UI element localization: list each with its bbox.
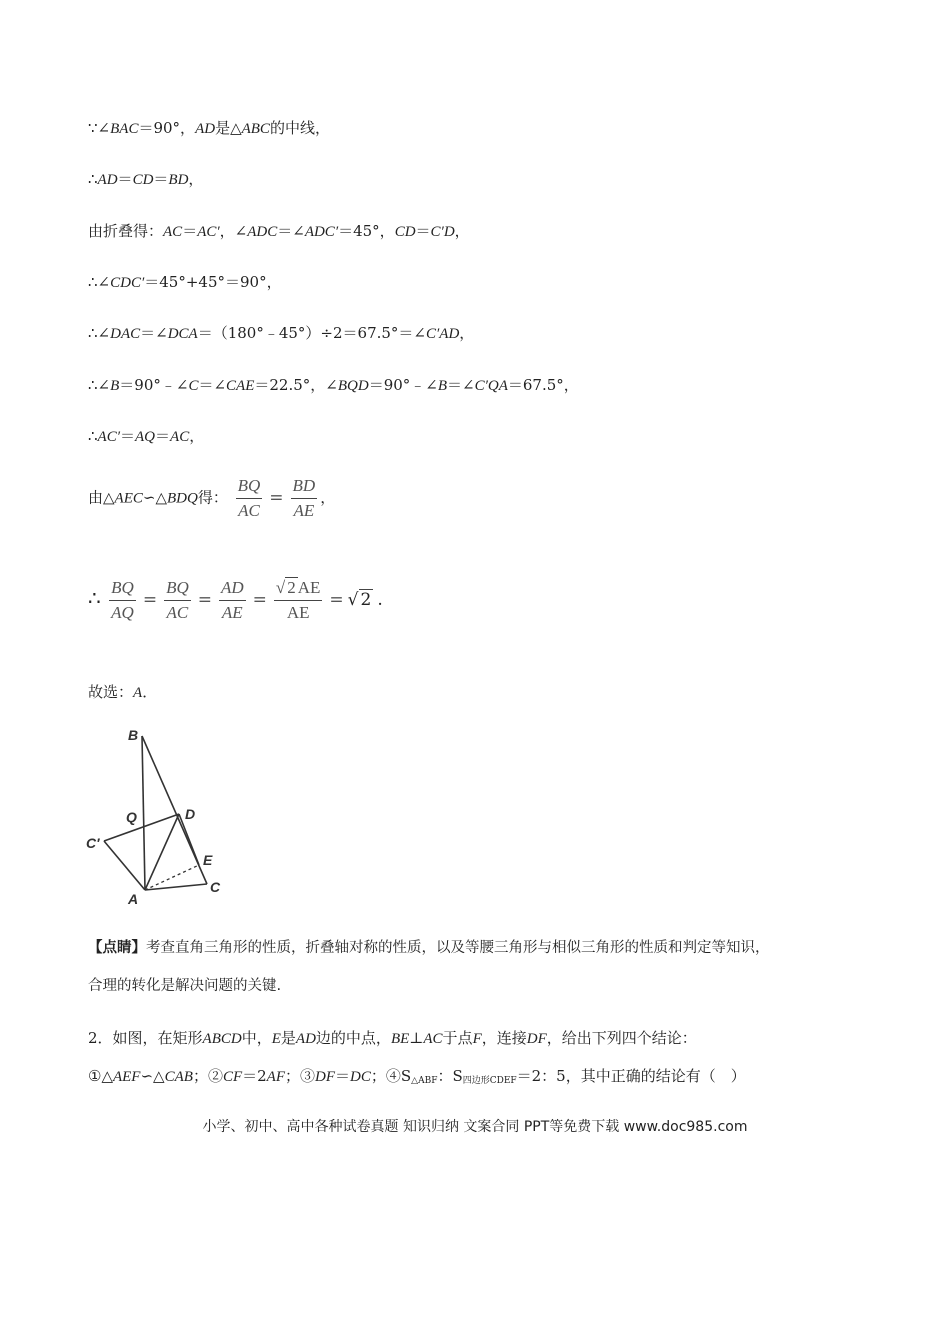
numerator — [274, 578, 323, 601]
label-b: B — [128, 727, 139, 743]
text: ＝67.5°， — [507, 376, 579, 394]
text: 边的中点， — [315, 1029, 391, 1047]
math-var: B — [110, 378, 120, 394]
solution-line-1 — [88, 118, 330, 139]
text: ＝2 — [242, 1067, 267, 1085]
fraction-bq-ac — [164, 578, 191, 623]
text: 2．如图，在矩形 — [88, 1029, 203, 1047]
text: ⊥ — [409, 1029, 424, 1047]
equals-sign: = — [142, 590, 158, 610]
numerator: BQ — [164, 578, 191, 601]
label-a: A — [128, 891, 139, 907]
solution-line-6 — [88, 375, 579, 396]
math-var: AEC — [114, 490, 143, 507]
text: ∽△ — [142, 488, 167, 507]
fraction-ad-ae — [219, 578, 246, 623]
math-var: A — [133, 685, 143, 701]
text: 的中线， — [269, 119, 330, 137]
math-var: AC′ — [197, 224, 220, 240]
text: ＝ — [182, 222, 198, 240]
text: ＝（180°﹣45°）÷2＝67.5°＝∠ — [197, 324, 426, 342]
text: ①△ — [88, 1067, 113, 1085]
text: ＝ — [117, 170, 133, 188]
math-var: C — [188, 378, 199, 394]
text: ＝45°+45°＝90°， — [144, 273, 282, 291]
denominator: AE — [221, 603, 243, 622]
radical-sign: √ — [275, 578, 286, 597]
text: ． — [142, 683, 158, 701]
math-var: DCA — [167, 326, 198, 342]
segment-ba — [142, 736, 145, 890]
math-var: DAC — [110, 326, 141, 342]
text: ∴ — [88, 170, 98, 188]
text: ＝∠ — [198, 376, 227, 394]
text: ；③ — [285, 1067, 316, 1085]
text: 是△ — [215, 119, 242, 137]
radicand: 2 — [287, 578, 296, 597]
math-var: DF — [526, 1031, 547, 1047]
denominator: AE — [286, 603, 310, 622]
label-c: C — [210, 879, 221, 895]
text: ＝ — [415, 222, 431, 240]
solution-line-5 — [88, 323, 474, 344]
comment-line-2 — [88, 976, 281, 996]
text: ＝∠ — [447, 376, 475, 394]
math-var: CAB — [164, 1069, 193, 1085]
math-var: AC — [170, 429, 190, 445]
text: ， — [454, 222, 470, 240]
math-var: DC — [350, 1069, 371, 1085]
label-q: Q — [126, 809, 137, 825]
denominator: AC — [166, 603, 189, 622]
math-var: F — [472, 1031, 482, 1047]
segment-ad — [145, 814, 179, 890]
text: ；④S — [370, 1067, 412, 1085]
text: ＝ — [335, 1067, 351, 1085]
math-var: BAC — [110, 121, 139, 137]
math-var: ABC — [241, 121, 270, 137]
math-var: AD — [97, 172, 118, 188]
text: ， — [188, 170, 204, 188]
math-var: BQD — [337, 378, 369, 394]
math-var: CAE — [226, 378, 255, 394]
denominator: AQ — [111, 603, 134, 622]
math-var: CF — [222, 1069, 243, 1085]
math-var: C′QA — [474, 378, 508, 394]
math-var: CDC′ — [110, 275, 145, 291]
text: ＝∠ — [277, 222, 305, 240]
problem-2-line-1 — [88, 1028, 697, 1049]
comment-text: 考查直角三角形的性质，折叠轴对称的性质，以及等腰三角形与相似三角形的性质和判定等知识， — [146, 940, 770, 956]
text: ，给出下列四个结论： — [546, 1029, 697, 1047]
text: ∵∠ — [88, 119, 111, 137]
solution-line-7 — [88, 426, 204, 447]
comment-line-1 — [88, 938, 770, 958]
equals-sign: = — [252, 590, 267, 610]
text: ＝90°， — [138, 119, 196, 137]
text: ， — [320, 488, 336, 507]
fraction-bd-ae — [291, 476, 318, 521]
text: ，∠ — [219, 222, 248, 240]
equals-sign: = — [329, 590, 344, 610]
page-footer: 小学、初中、高中各种试卷真题 知识归纳 文案合同 PPT等免费下载 www.doc985.com — [202, 1119, 748, 1135]
segment-c-prime-a — [104, 841, 145, 890]
text: 于点 — [442, 1029, 473, 1047]
text: ＝2：5，其中正确的结论有（ ） — [516, 1067, 746, 1085]
text: ， — [459, 324, 475, 342]
math-var: BDQ — [167, 490, 198, 507]
sqrt-result — [348, 590, 374, 610]
fraction-sqrt2ae-ae — [274, 578, 323, 623]
math-var: B — [437, 378, 448, 394]
math-var: AD — [195, 121, 216, 137]
text: ∴ — [88, 427, 98, 445]
label-c-prime: C′ — [86, 835, 100, 851]
text: ＝ — [153, 170, 169, 188]
numerator: AD — [219, 578, 246, 601]
text: 故选： — [88, 683, 134, 701]
text: 得： — [197, 488, 228, 507]
math-var: CD — [394, 224, 416, 240]
comment-text: 合理的转化是解决问题的关键. — [88, 978, 282, 994]
text: ＝45°， — [338, 222, 395, 240]
math-var: C′D — [430, 224, 455, 240]
solution-line-2 — [88, 169, 203, 190]
text: 由△ — [88, 488, 115, 507]
denominator: AE — [293, 501, 315, 520]
equals-sign: = — [269, 487, 284, 508]
text: AE — [297, 578, 321, 597]
text: ＝22.5°，∠ — [254, 376, 338, 394]
radical-sign: √ — [347, 590, 359, 610]
subscript: △ABF — [411, 1076, 438, 1086]
solution-line-8 — [88, 476, 335, 521]
text: ＝ — [120, 427, 136, 445]
math-var: AEF — [112, 1069, 141, 1085]
text: 是 — [280, 1029, 296, 1047]
subscript: 四边形CDEF — [462, 1076, 517, 1086]
text: ＝90°﹣∠ — [119, 376, 189, 394]
solution-line-3 — [88, 221, 470, 242]
math-var: C′AD — [426, 326, 460, 342]
text: ∴∠ — [88, 273, 111, 291]
text: 中， — [241, 1029, 272, 1047]
numerator: BQ — [236, 476, 263, 499]
math-var: ABCD — [202, 1031, 242, 1047]
math-var: ADC′ — [304, 224, 339, 240]
solution-line-9 — [88, 578, 383, 623]
segment-c-prime-d — [104, 814, 179, 841]
math-var: AC — [423, 1031, 443, 1047]
numerator: BQ — [109, 578, 136, 601]
math-var: CD — [132, 172, 154, 188]
text: ∽△ — [140, 1067, 165, 1085]
math-var: BD — [168, 172, 189, 188]
equals-sign: = — [197, 590, 212, 610]
denominator: AC — [238, 501, 260, 520]
math-var: AQ — [135, 429, 156, 445]
math-var: E — [271, 1031, 281, 1047]
math-var: AC — [163, 224, 183, 240]
text: ， — [189, 427, 205, 445]
numerator: BD — [291, 476, 318, 499]
math-var: AD — [295, 1031, 316, 1047]
math-var: BE — [390, 1031, 410, 1047]
text: ：S — [437, 1067, 463, 1085]
math-var: AF — [266, 1069, 285, 1085]
fraction-bq-ac — [236, 476, 263, 521]
fraction-bq-aq — [109, 578, 136, 623]
problem-2-line-2 — [88, 1066, 746, 1091]
text: . — [377, 590, 383, 610]
math-var: AC′ — [97, 429, 120, 445]
segment-ac — [145, 884, 207, 890]
sqrt — [276, 578, 298, 598]
label-e: E — [203, 852, 213, 868]
solution-line-4 — [88, 272, 282, 293]
text: ∴∠ — [88, 376, 111, 394]
geometry-figure — [82, 722, 232, 912]
math-var: ADC — [247, 224, 278, 240]
text: 由折叠得： — [88, 222, 164, 240]
comment-tag: 【点睛】 — [88, 940, 146, 956]
therefore-symbol: ∴ — [88, 586, 101, 610]
solution-line-10 — [88, 682, 157, 703]
radicand: 2 — [360, 590, 372, 610]
label-d: D — [185, 806, 196, 822]
math-var: DF — [315, 1069, 336, 1085]
text: ＝ — [155, 427, 171, 445]
text: ＝90°﹣∠ — [368, 376, 438, 394]
text: ＝∠ — [140, 324, 168, 342]
text: ∴∠ — [88, 324, 111, 342]
text: ，连接 — [481, 1029, 527, 1047]
text: ；② — [192, 1067, 223, 1085]
